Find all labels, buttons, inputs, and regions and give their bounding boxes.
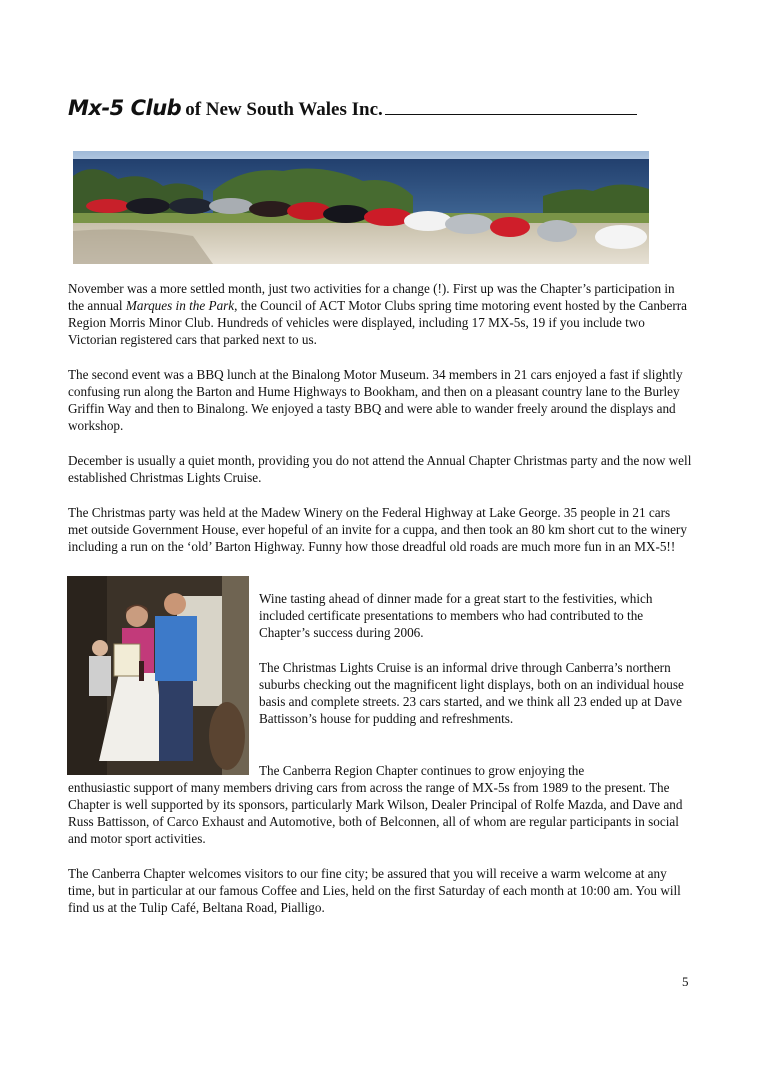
paragraph-text: November was a more settled month, just two activities for a change (!). First up was the Chapter’s participation in the annual (68, 281, 675, 313)
page-number: 5 (682, 974, 689, 989)
certificate (114, 644, 140, 676)
party-photo (67, 576, 249, 775)
page-title: of New South Wales Inc. (185, 99, 383, 120)
man-shirt (155, 616, 197, 681)
paragraph-text: The Christmas Lights Cruise is an informal drive through Canberra’s northern suburbs checking out the magnificent light displays, both on an individual house basis and complete streets. 23 cars started, and we think all 23 ended up at Dave Battisson’s house for pudding and refreshments. (259, 660, 684, 726)
paragraph-text: enthusiastic support of many members driving cars from across the range of MX-5s from 1989 to the present. The Chapter is well supported by its sponsors, particularly Mark Wilson, Dealer Principal of Rolfe Mazda, and Dave and Russ Battisson, of Carco Exhaust and Automotive, both of Belconnen, all of whom are regular participants in social and motor sport activities. (68, 780, 683, 846)
event-name: Marques in the Park (125, 298, 235, 313)
paragraph-welcome (68, 865, 693, 916)
man-head (164, 593, 186, 615)
car (86, 199, 130, 213)
paragraph-christmas-party (68, 504, 693, 555)
man-trousers (159, 681, 193, 761)
paragraph-chapter-growth-start (259, 762, 689, 779)
car (537, 220, 577, 242)
car (595, 225, 647, 249)
banner-photo (73, 151, 649, 264)
car (490, 217, 530, 237)
paragraph-wine-tasting (259, 590, 689, 641)
paragraph-text: The second event was a BBQ lunch at the Binalong Motor Museum. 34 members in 21 cars enjoyed a fast if slightly confusing run along the Barton and Hume Highways to Bookham, and then on a pleasant country lane to the Burley Griffin Way and then to Binalong. We enjoyed a tasty BBQ and were able to wander freely around the displays and workshop. (68, 367, 683, 433)
page-header (68, 96, 693, 126)
barrel (209, 702, 245, 770)
club-logo: Mx-5 Club (68, 96, 182, 120)
paragraph-lights-cruise (259, 659, 689, 727)
car (169, 198, 213, 214)
paragraph-december (68, 452, 693, 486)
paragraph-text: The Canberra Chapter welcomes visitors to our fine city; be assured that you will receive a warm welcome at any time, but in particular at our famous Coffee and Lies, held on the first Saturday of each month at 10:00 am. You will find us at the Tulip Café, Beltana Road, Pialligo. (68, 866, 681, 915)
paragraph-bbq (68, 366, 693, 434)
car (445, 214, 493, 234)
car (126, 198, 170, 214)
paragraph-text: , the Council of ACT Motor Clubs spring time motoring event hosted by the Canberra Region Morris Minor Club. Hundreds of vehicles were displayed, including 17 MX-5s, 19 if you include two Victorian registered cars that parked next to us. (68, 298, 687, 347)
paragraph-text: Wine tasting ahead of dinner made for a great start to the festivities, which included certificate presentations to members who had contributed to the Chapter’s success during 2006. (259, 591, 653, 640)
paragraph-november (68, 280, 693, 348)
car (404, 211, 452, 231)
wine-bottle (139, 661, 144, 681)
paragraph-text: The Christmas party was held at the Madew Winery on the Federal Highway at Lake George. 35 people in 21 cars met outside Government House, ever hopeful of an invite for a cuppa, and then took an 80 km short cut to the winery including a run on the ‘old’ Barton Highway. Funny how those dreadful old roads are much more fun in an MX-5!! (68, 505, 687, 554)
paragraph-chapter-growth (68, 779, 693, 847)
guest-head (92, 640, 108, 656)
car (323, 205, 369, 223)
car (249, 201, 293, 217)
paragraph-text: The Canberra Region Chapter continues to grow enjoying the (259, 763, 585, 778)
title-underline (385, 114, 637, 115)
paragraph-text: December is usually a quiet month, providing you do not attend the Annual Chapter Christmas party and the now well established Christmas Lights Cruise. (68, 453, 692, 485)
guest-body (89, 656, 111, 696)
car (209, 198, 253, 214)
